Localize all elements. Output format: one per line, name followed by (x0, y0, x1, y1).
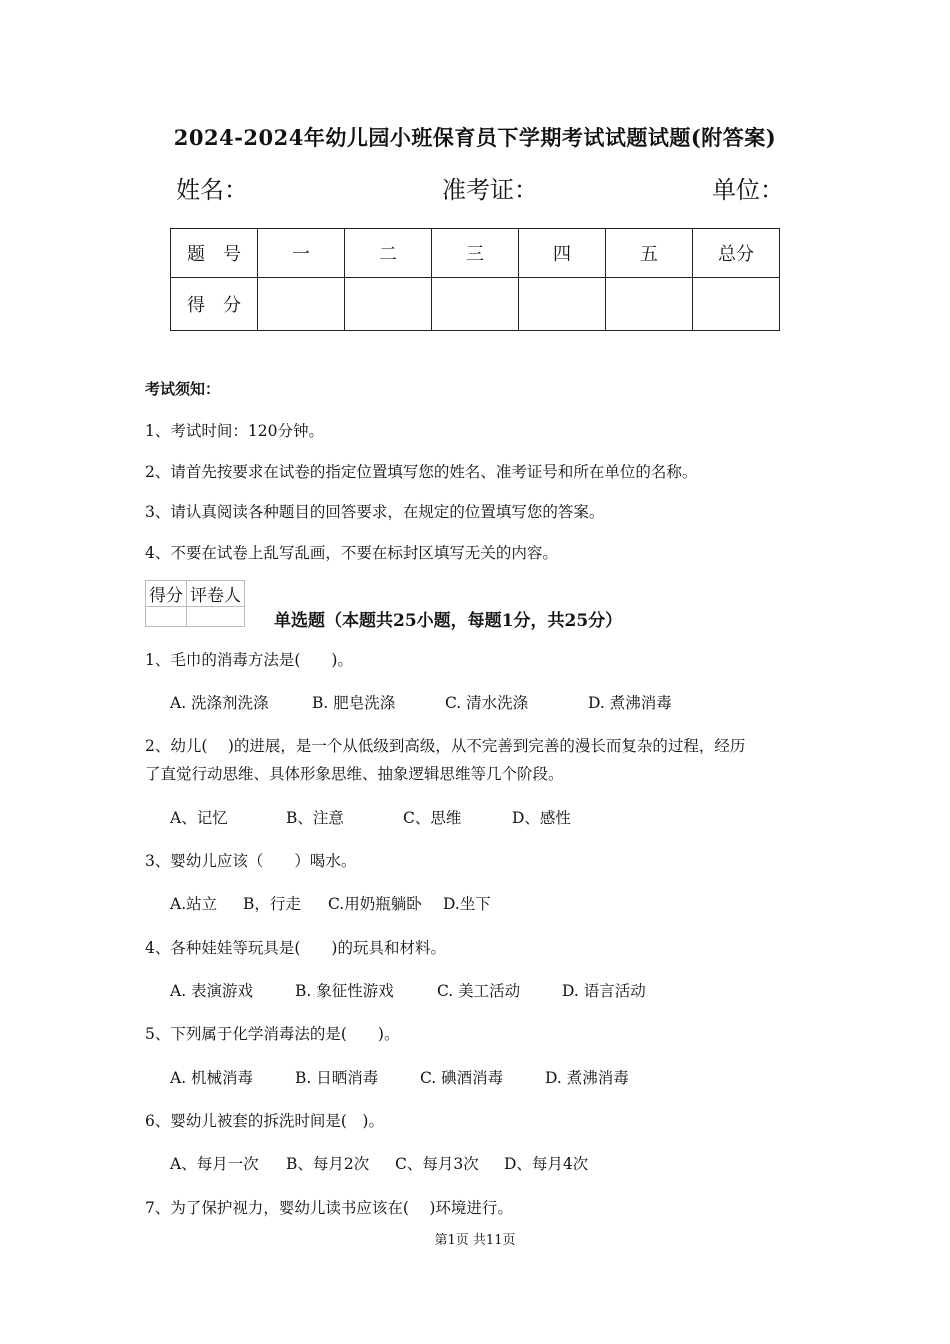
unit-field-label: 单位： (712, 176, 784, 204)
answer-option[interactable]: A、记忆 (170, 809, 228, 827)
score-header-cell: 二 (345, 229, 432, 278)
notice-item: 2、请首先按要求在试卷的指定位置填写您的姓名、准考证号和所在单位的名称。 (145, 463, 698, 481)
answer-option[interactable]: B、每月2次 (286, 1155, 370, 1173)
answer-option[interactable]: D、感性 (512, 809, 571, 827)
answer-option[interactable]: B、注意 (286, 809, 344, 827)
score-entry-cell[interactable] (258, 278, 345, 331)
notice-item: 3、请认真阅读各种题目的回答要求，在规定的位置填写您的答案。 (145, 503, 605, 521)
page-footer: 第1页 共11页 (434, 1233, 516, 1248)
score-header-cell: 五 (606, 229, 693, 278)
answer-option[interactable]: D.坐下 (443, 895, 491, 913)
score-header-cell: 一 (258, 229, 345, 278)
section-heading: 单选题（本题共25小题，每题1分，共25分） (274, 611, 623, 631)
question-stem: 1、毛巾的消毒方法是( )。 (145, 651, 353, 669)
answer-option[interactable]: D. 煮沸消毒 (545, 1069, 629, 1087)
question-stem-continued: 了直觉行动思维、具体形象思维、抽象逻辑思维等几个阶段。 (145, 765, 564, 783)
score-header-cell: 题 号 (171, 229, 258, 278)
grader-box-score-label: 得分 (146, 581, 187, 607)
answer-option[interactable]: A. 表演游戏 (170, 982, 254, 1000)
answer-option[interactable]: D. 煮沸消毒 (588, 694, 672, 712)
score-header-cell: 总分 (693, 229, 780, 278)
answer-option[interactable]: C、每月3次 (395, 1155, 479, 1173)
answer-option[interactable]: C.用奶瓶躺卧 (328, 895, 422, 913)
answer-option[interactable]: A. 洗涤剂洗涤 (170, 694, 269, 712)
name-field-label: 姓名： (176, 176, 248, 204)
answer-option[interactable]: C. 清水洗涤 (445, 694, 529, 712)
score-entry-cell[interactable] (693, 278, 780, 331)
exam-title: 2024-2024年幼儿园小班保育员下学期考试试题试题(附答案) (173, 125, 777, 150)
answer-option[interactable]: A、每月一次 (170, 1155, 259, 1173)
score-table (170, 228, 780, 331)
question-stem: 7、为了保护视力，婴幼儿读书应该在( )环境进行。 (145, 1199, 513, 1217)
answer-option[interactable]: A.站立 (170, 895, 218, 913)
question-stem: 4、各种娃娃等玩具是( )的玩具和材料。 (145, 939, 446, 957)
answer-option[interactable]: B. 象征性游戏 (295, 982, 394, 1000)
score-header-cell: 三 (432, 229, 519, 278)
notice-item: 1、考试时间：120分钟。 (145, 422, 324, 440)
answer-option[interactable]: C. 美工活动 (437, 982, 521, 1000)
notice-heading: 考试须知： (145, 380, 221, 398)
answer-option[interactable]: B. 肥皂洗涤 (312, 694, 396, 712)
question-stem: 2、幼儿( )的进展，是一个从低级到高级，从不完善到完善的漫长而复杂的过程，经历 (145, 737, 746, 755)
question-stem: 6、婴幼儿被套的拆洗时间是( )。 (145, 1112, 384, 1130)
answer-option[interactable]: C、思维 (403, 809, 462, 827)
notice-item: 4、不要在试卷上乱写乱画，不要在标封区填写无关的内容。 (145, 544, 558, 562)
score-entry-cell[interactable] (519, 278, 606, 331)
answer-option[interactable]: B，行走 (243, 895, 301, 913)
score-table-score-row (171, 278, 780, 331)
score-entry-cell[interactable] (432, 278, 519, 331)
exam-number-field-label: 准考证： (442, 176, 538, 204)
score-header-cell: 四 (519, 229, 606, 278)
answer-option[interactable]: C. 碘酒消毒 (420, 1069, 504, 1087)
question-stem: 3、婴幼儿应该（ ）喝水。 (145, 852, 357, 870)
answer-option[interactable]: A. 机械消毒 (170, 1069, 254, 1087)
score-row-label: 得 分 (171, 278, 258, 331)
answer-option[interactable]: D、每月4次 (504, 1155, 589, 1173)
score-table-header-row (171, 229, 780, 278)
answer-option[interactable]: B. 日晒消毒 (295, 1069, 379, 1087)
score-entry-cell[interactable] (345, 278, 432, 331)
grader-box-grader-cell[interactable] (187, 607, 245, 627)
question-stem: 5、下列属于化学消毒法的是( )。 (145, 1025, 400, 1043)
grader-box-grader-label: 评卷人 (187, 581, 245, 607)
grader-box-score-cell[interactable] (146, 607, 187, 627)
score-entry-cell[interactable] (606, 278, 693, 331)
answer-option[interactable]: D. 语言活动 (562, 982, 646, 1000)
grader-box (145, 580, 245, 627)
